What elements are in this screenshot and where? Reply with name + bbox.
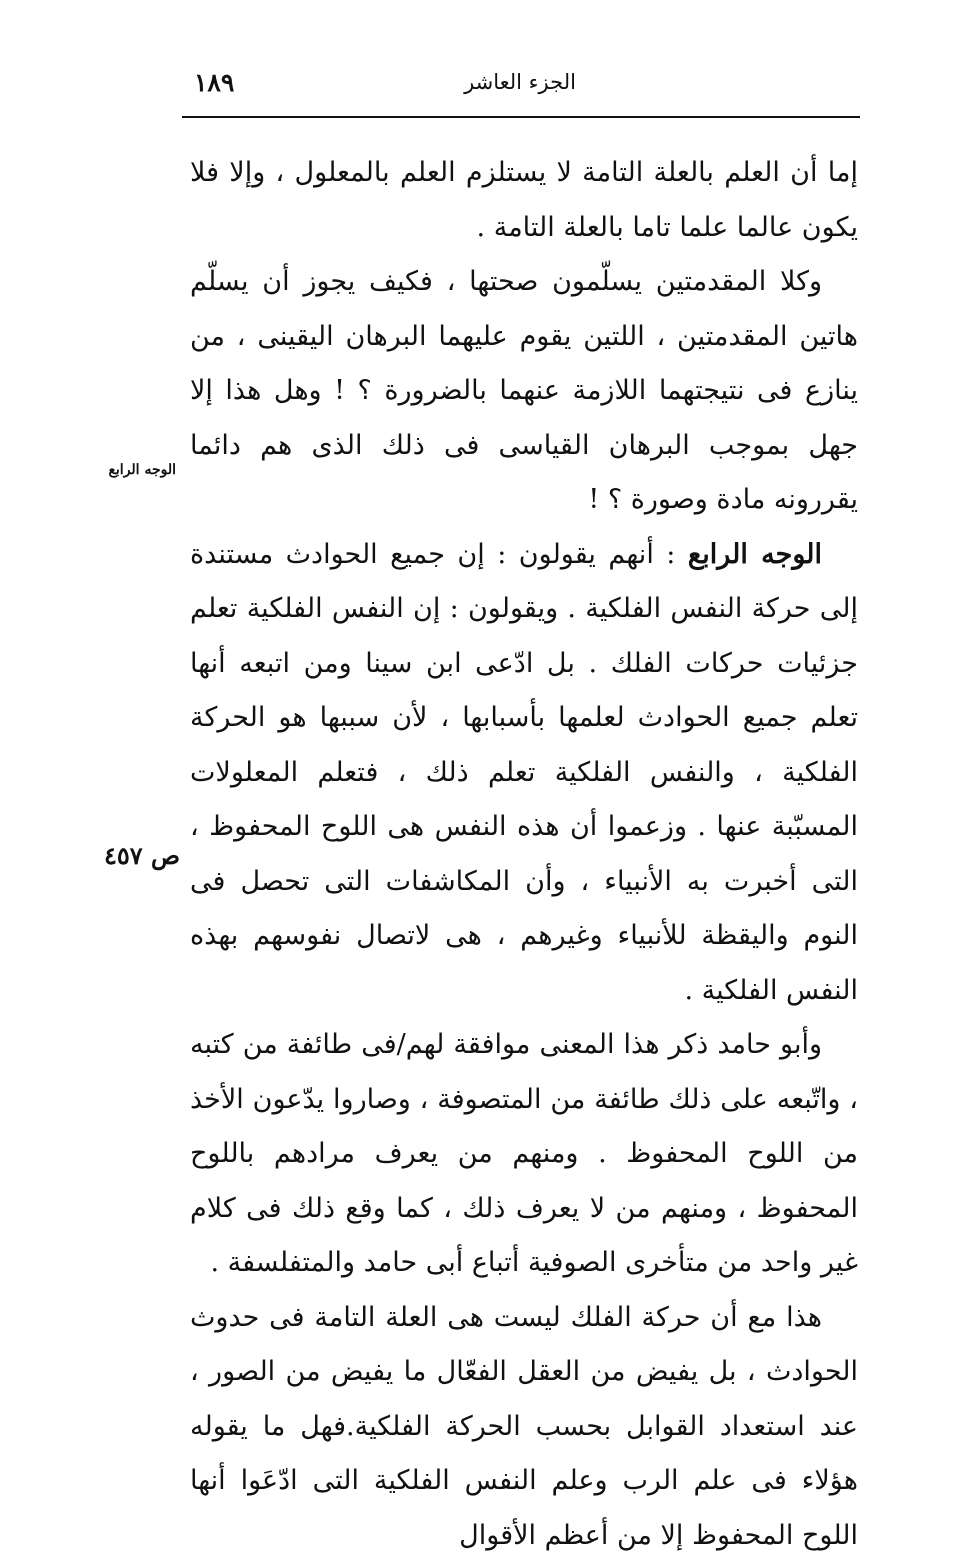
paragraph-premises: وكلا المقدمتين يسلّمون صحتها ، فكيف يجوز أن يسلّم هاتين المقدمتين ، اللتين يقوم عليهما البرهان اليقينى ، من ينازع فى نتيجتهما اللازمة عنهما بالضرورة ؟ ! وهل هذا إلا جهل بموجب البرهان القياسى فى ذلك الذى هم دائما يقررونه مادة وصورة ؟ !	[190, 255, 858, 528]
body-text	[190, 146, 858, 1563]
page-header	[182, 66, 858, 110]
page-number: ١٨٩	[194, 68, 234, 97]
paragraph-fourth-aspect	[190, 528, 858, 1019]
margin-note-page-reference: ص ٤٥٧	[70, 836, 180, 876]
fourth-aspect-text: : أنهم يقولون : إن جميع الحوادث مستندة إلى حركة النفس الفلكية . ويقولون : إن النفس الفلكية تعلم جزئيات حركات الفلك . بل ادّعى ابن سينا ومن اتبعه أنها تعلم جميع الحوادث لعلمها بأسبابها ، لأن سببها هو الحركة الفلكية ، والنفس الفلكية تعلم ذلك ، فتعلم المعلولات المسبّبة عنها . وزعموا أن هذه النفس هى اللوح المحفوظ ، التى أخبرت به الأنبياء ، وأن المكاشفات التى تحصل فى النوم واليقظة للأنبياء وغيرهم ، هى لاتصال نفوسهم بهذه النفس الفلكية .	[190, 539, 858, 1006]
margin-note-fourth-aspect: الوجه الرابع	[72, 462, 176, 478]
paragraph-abu-hamid: وأبو حامد ذكر هذا المعنى موافقة لهم/فى طائفة من كتبه ، واتّبعه على ذلك طائفة من المتصوفة ، وصاروا يدّعون الأخذ من اللوح المحفوظ . ومنهم من يعرف مرادهم باللوح المحفوظ ، ومنهم من لا يعرف ذلك ، كما وقع ذلك فى كلام غير واحد من متأخرى الصوفية أتباع أبى حامد والمتفلسفة .	[190, 1018, 858, 1291]
paragraph-continuation: إما أن العلم بالعلة التامة لا يستلزم العلم بالمعلول ، وإلا فلا يكون عالما علما تاما بالعلة التامة .	[190, 146, 858, 255]
fourth-aspect-heading: الوجه الرابع	[688, 539, 822, 570]
running-title: الجزء العاشر	[182, 70, 858, 94]
header-rule	[182, 116, 860, 118]
paragraph-celestial-motion: هذا مع أن حركة الفلك ليست هى العلة التامة فى حدوث الحوادث ، بل يفيض من العقل الفعّال ما يفيض من الصور ، عند استعداد القوابل بحسب الحركة الفلكية.فهل ما يقوله هؤلاء فى علم الرب وعلم النفس الفلكية التى ادّعَوا أنها اللوح المحفوظ إلا من أعظم الأقوال	[190, 1291, 858, 1563]
